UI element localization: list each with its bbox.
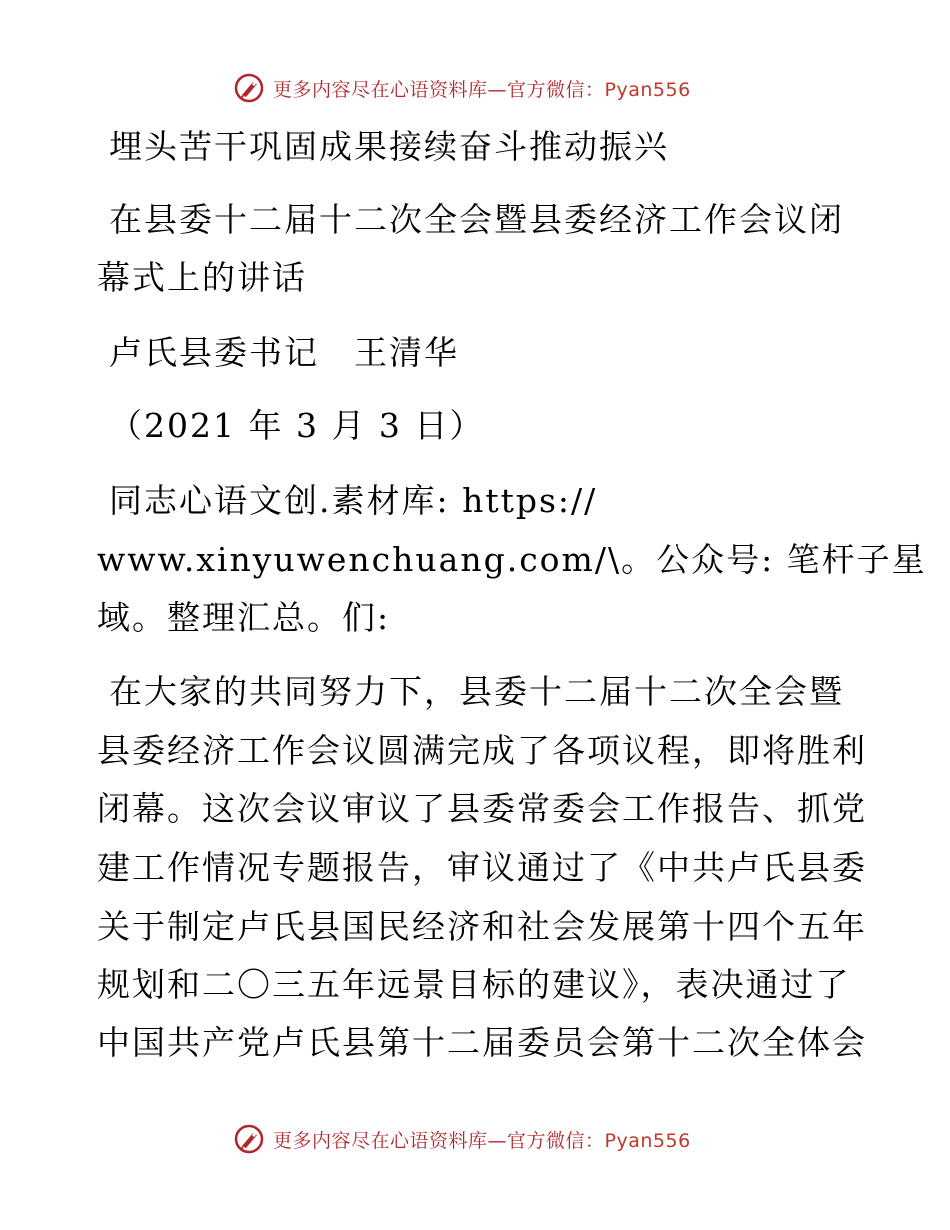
pen-nib-logo-icon [233,1123,265,1155]
document-subtitle-line2: 幕式上的讲话 [97,258,307,297]
watermark-text [273,75,691,102]
watermark-separator: — [487,1129,508,1152]
body-paragraph-line: 规划和二〇三五年远景目标的建议》，表决通过了 [97,965,851,1004]
document-subtitle-line1: 在县委十二届十二次全会暨县委经济工作会议闭 [109,200,844,239]
watermark-main: 更多内容尽在心语资料库 [273,78,488,101]
watermark-wechat-label: 官方微信： [507,1129,605,1152]
body-paragraph-line: 在大家的共同努力下，县委十二届十二次全会暨 [109,672,844,711]
source-line-2: www.xinyuwenchuang.com/\。公众号: 笔杆子星 [97,540,927,579]
watermark-main: 更多内容尽在心语资料库 [273,1129,488,1152]
pen-nib-logo-icon [233,72,265,104]
body-paragraph-line: 县委经济工作会议圆满完成了各项议程，即将胜利 [97,731,867,770]
watermark-wechat-id: Pyan556 [604,1129,691,1152]
watermark-separator: — [487,78,508,101]
source-line-1: 同志心语文创.素材库: https:// [109,481,598,520]
body-paragraph-line: 闭幕。这次会议审议了县委常委会工作报告、抓党 [97,789,867,828]
footer-watermark [233,1123,691,1155]
body-paragraph-line: 关于制定卢氏县国民经济和社会发展第十四个五年 [97,907,867,946]
watermark-text [273,1126,691,1153]
source-line-3: 域。整理汇总。们: [97,598,391,637]
document-author: 卢氏县委书记 王清华 [109,333,459,372]
watermark-wechat-label: 官方微信： [507,78,605,101]
header-watermark [233,72,691,104]
document-date: （2021 年 3 月 3 日） [109,406,485,445]
body-paragraph-line: 建工作情况专题报告，审议通过了《中共卢氏县委 [97,848,867,887]
document-title: 埋头苦干巩固成果接续奋斗推动振兴 [109,127,669,166]
body-paragraph-line: 中国共产党卢氏县第十二届委员会第十二次全体会 [97,1023,867,1062]
watermark-wechat-id: Pyan556 [604,78,691,101]
